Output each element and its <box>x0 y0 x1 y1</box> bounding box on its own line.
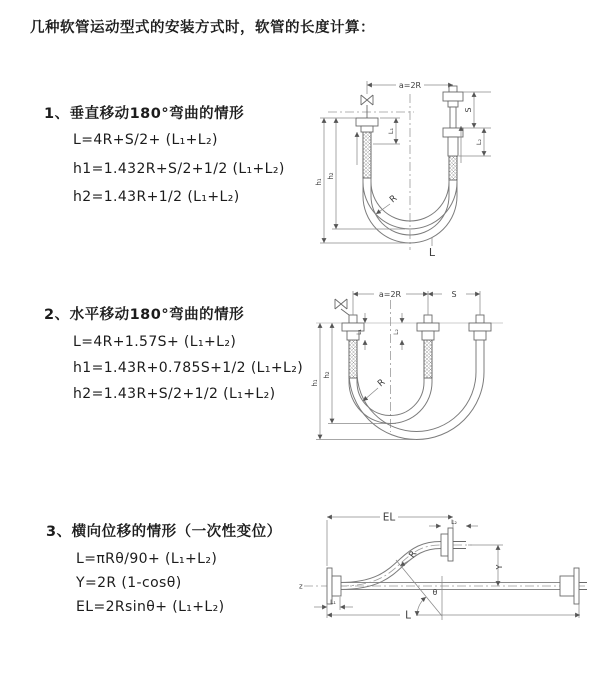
upper-right-flange <box>441 528 466 561</box>
left-fitting <box>356 95 378 132</box>
dim-label-r: R <box>376 377 388 390</box>
page-title: 几种软管运动型式的安装方式时，软管的长度计算： <box>30 20 375 36</box>
dim-label-a2r: a=2R <box>398 81 422 90</box>
section3-formula-EL: EL=2Rsinθ+ (L₁+L₂) <box>76 599 225 615</box>
section1-formula-h2: h2=1.43R+1/2 (L₁+L₂) <box>73 189 240 205</box>
dim-label-h2: h₂ <box>327 172 335 180</box>
diagram-vertical-180-bend <box>310 70 595 265</box>
section1-heading: 1、垂直移动180°弯曲的情形 <box>44 106 245 122</box>
valve-icon <box>361 95 373 105</box>
dim-label-s: S <box>451 290 457 299</box>
dimensions <box>314 517 580 620</box>
section3-formula-L: L=πRθ/90+ (L₁+L₂) <box>76 551 218 567</box>
section3-heading: 3、横向位移的情形（一次性变位） <box>46 524 282 540</box>
dim-label-l: L <box>405 609 411 622</box>
dim-label-l2: L₂ <box>475 138 483 146</box>
dim-label-a2r: a=2R <box>378 290 402 299</box>
dim-label-l1: L₁ <box>356 329 363 335</box>
diagram-horizontal-180-bend <box>308 282 595 460</box>
dim-label-l1: L₁ <box>330 599 336 606</box>
centerlines <box>316 300 503 432</box>
dim-label-r: R <box>407 549 420 561</box>
dim-label-l2: L₂ <box>393 329 400 335</box>
right-fitting <box>443 86 463 156</box>
centerline-mark-z: z <box>299 582 303 591</box>
hose-u-bend <box>349 340 484 440</box>
diagram-lateral-displacement <box>296 500 596 645</box>
dim-label-el: EL <box>382 511 396 524</box>
dim-label-l2: L₂ <box>451 519 457 526</box>
section2-formula-h1: h1=1.43R+0.785S+1/2 (L₁+L₂) <box>73 360 304 376</box>
dim-label-s: S <box>464 107 473 113</box>
braid-sections <box>363 132 457 180</box>
section1-formula-h1: h1=1.432R+S/2+1/2 (L₁+L₂) <box>73 161 285 177</box>
section1-formula-L: L=4R+S/2+ (L₁+L₂) <box>73 132 218 148</box>
dim-label-r: R <box>388 193 400 206</box>
flanges <box>327 528 587 604</box>
section3-formula-Y: Y=2R (1-cosθ) <box>76 575 182 591</box>
diagram2-labels <box>311 290 457 389</box>
dim-label-l: L <box>428 246 436 259</box>
dim-label-l1: L₁ <box>387 127 395 135</box>
section2-formula-L: L=4R+1.57S+ (L₁+L₂) <box>73 334 237 350</box>
section2-heading: 2、水平移动180°弯曲的情形 <box>44 307 245 323</box>
valve-icon <box>335 299 347 309</box>
section2-formula-h2: h2=1.43R+S/2+1/2 (L₁+L₂) <box>73 386 276 402</box>
dim-label-h1: h₁ <box>311 379 319 387</box>
dim-label-theta: θ <box>432 588 438 597</box>
dim-label-h1: h₁ <box>315 178 323 186</box>
diagram1-labels <box>315 81 483 259</box>
dim-label-y: Y <box>495 564 504 570</box>
dim-label-h2: h₂ <box>323 371 331 379</box>
